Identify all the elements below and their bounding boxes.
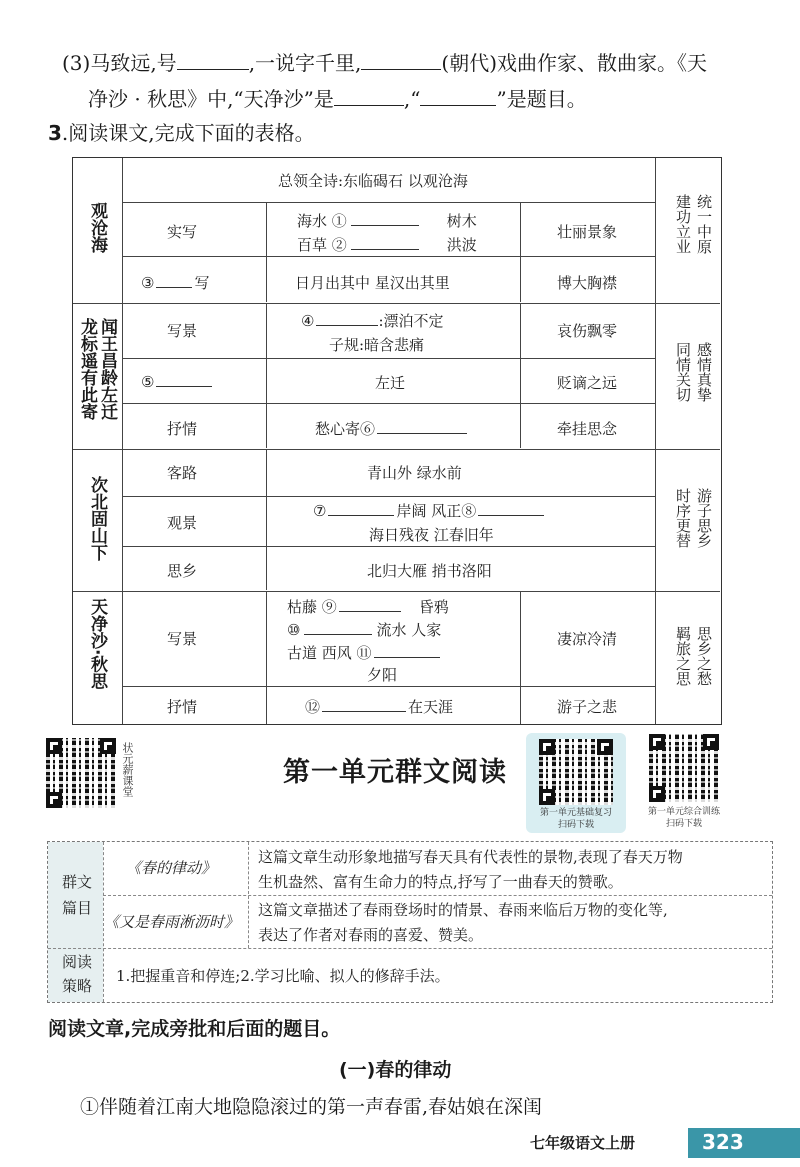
effect-cell: 贬谪之远 [557, 374, 618, 392]
effect-cell: 博大胸襟 [557, 274, 618, 292]
row-label: 实写 [167, 223, 198, 241]
cell-line: 海水 ① 树木 [297, 212, 477, 230]
theme-cell: 统一中原 [695, 194, 713, 254]
poem-title-wenwangchangling: 龙标遥有此寄闻王昌龄左迁 [77, 318, 117, 420]
cell-line: ⑦ 岸阔 风正⑧ [313, 500, 544, 521]
row-label: 客路 [167, 464, 198, 482]
row-label: 观景 [167, 514, 198, 532]
effect-cell: 游子之悲 [557, 698, 618, 716]
content-cell: 北归大雁 捎书洛阳 [367, 562, 492, 580]
answer-blank-12[interactable] [322, 697, 406, 712]
qr-caption: 扫码下载 [665, 819, 702, 829]
row-label: 写景 [167, 630, 198, 648]
qr-code-right[interactable] [649, 734, 719, 802]
effect-cell: 牵挂思念 [557, 420, 618, 438]
answer-blank-7[interactable] [328, 501, 394, 516]
answer-blank-8[interactable] [478, 501, 544, 516]
qr-caption: 扫码下载 [557, 820, 594, 830]
row-label: ③ 写 [141, 274, 210, 292]
cell-line: 海日残夜 江春旧年 [369, 526, 494, 544]
poem-title-tianjingsha: 天净沙·秋思 [87, 598, 107, 690]
strategy-text: 1.把握重音和停连;2.学习比喻、拟人的修辞手法。 [116, 967, 450, 985]
cell-line: 夕阳 [367, 666, 398, 684]
answer-blank-5[interactable] [156, 372, 212, 387]
cell-line: ④ :漂泊不定 [301, 312, 444, 330]
row-label: 抒情 [167, 420, 198, 438]
row-label: 思乡 [167, 562, 198, 580]
answer-blank[interactable] [420, 85, 496, 106]
content-cell: ⑫ 在天涯 [305, 698, 454, 716]
cell-line: 枯藤 ⑨ 昏鸦 [287, 598, 449, 616]
answer-blank-10[interactable] [304, 620, 372, 635]
question-3-line-1: (3)马致远,号 ,一说字千里, (朝代)戏曲作家、散曲家。《天 [62, 51, 708, 75]
qr-card-center[interactable] [526, 733, 626, 833]
answer-blank-2[interactable] [351, 235, 419, 250]
reading-table [47, 841, 773, 1003]
text-desc-2: 这篇文章描述了春雨登场时的情景、春雨来临后万物的变化等, [258, 901, 668, 919]
answer-blank-6[interactable] [377, 419, 467, 434]
answer-blank[interactable] [334, 85, 404, 106]
passage-subtitle: (一)春的律动 [339, 1059, 452, 1081]
content-cell: 愁心寄⑥ [315, 418, 467, 439]
cell-line: ⑩ 流水 人家 [287, 621, 442, 639]
section-title: 第一单元群文阅读 [283, 757, 507, 788]
effect-cell: 哀伤飘零 [557, 322, 618, 340]
poems-table [72, 157, 722, 725]
label-group: 群文篇目 [61, 873, 92, 917]
task-3-heading: 3.阅读课文,完成下面的表格。 [48, 121, 315, 145]
instruction: 阅读文章,完成旁批和后面的题目。 [48, 1018, 341, 1040]
theme-cell: 时序更替 [674, 488, 692, 548]
text-desc-1: 这篇文章生动形象地描写春天具有代表性的景物,表现了春天万物 [258, 848, 683, 866]
answer-blank-3[interactable] [156, 273, 192, 288]
theme-cell: 羁旅之思 [674, 626, 692, 686]
effect-cell: 壮丽景象 [557, 223, 618, 241]
row-label: 抒情 [167, 698, 198, 716]
qr-caption: 第一单元综合训练 [647, 807, 720, 817]
row-label: ⑤ [141, 372, 212, 391]
brand-caption: 状元薪课堂 [121, 742, 134, 797]
footer [0, 1128, 800, 1164]
row-label: 写景 [167, 322, 198, 340]
text-desc-1: 生机盎然、富有生命力的特点,抒写了一曲春天的赞歌。 [258, 873, 623, 891]
qr-code-center[interactable] [539, 739, 613, 805]
answer-blank-9[interactable] [339, 597, 401, 612]
theme-cell: 游子思乡 [695, 488, 713, 548]
text-title-2: 《又是春雨淅沥时》 [104, 913, 240, 931]
content-cell: 日月出其中 星汉出其里 [295, 274, 450, 292]
book-title: 七年级语文上册 [530, 1134, 636, 1152]
summary-cell: 总领全诗:东临碣石 以观沧海 [278, 172, 468, 190]
theme-cell: 建功立业 [674, 194, 692, 254]
content-cell: 青山外 绿水前 [367, 464, 462, 482]
text-title-1: 《春的律动》 [126, 859, 217, 877]
answer-blank-4[interactable] [316, 311, 378, 326]
content-cell: 左迁 [375, 374, 406, 392]
theme-cell: 同情关切 [674, 342, 692, 402]
page-number: 323 [702, 1130, 744, 1154]
cell-line: 百草 ② 洪波 [297, 236, 477, 254]
passage-paragraph: ①伴随着江南大地隐隐滚过的第一声春雷,春姑娘在深闺 [80, 1096, 543, 1118]
text-desc-2: 表达了作者对春雨的喜爱、赞美。 [258, 926, 484, 944]
label-strategy: 阅读策略 [61, 953, 92, 995]
answer-blank[interactable] [361, 49, 441, 70]
theme-cell: 思乡之愁 [695, 626, 713, 686]
answer-blank[interactable] [177, 49, 249, 70]
effect-cell: 凄凉冷清 [557, 630, 618, 648]
cell-line: 子规:暗含悲痛 [329, 336, 425, 354]
question-3-line-2: 净沙 · 秋思》中,“天净沙”是 ,“ ”是题目。 [88, 87, 587, 111]
poem-title-guancanghai: 观沧海 [87, 202, 107, 253]
answer-blank-1[interactable] [351, 211, 419, 226]
qr-code-left[interactable] [46, 738, 116, 808]
page-number-tab [688, 1128, 800, 1158]
answer-blank-11[interactable] [374, 643, 440, 658]
qr-caption: 第一单元基础复习 [539, 808, 612, 818]
cell-line: 古道 西风 ⑪ [287, 642, 440, 663]
theme-cell: 感情真挚 [695, 342, 713, 402]
poem-title-cibeigushanxia: 次北固山下 [87, 476, 107, 561]
